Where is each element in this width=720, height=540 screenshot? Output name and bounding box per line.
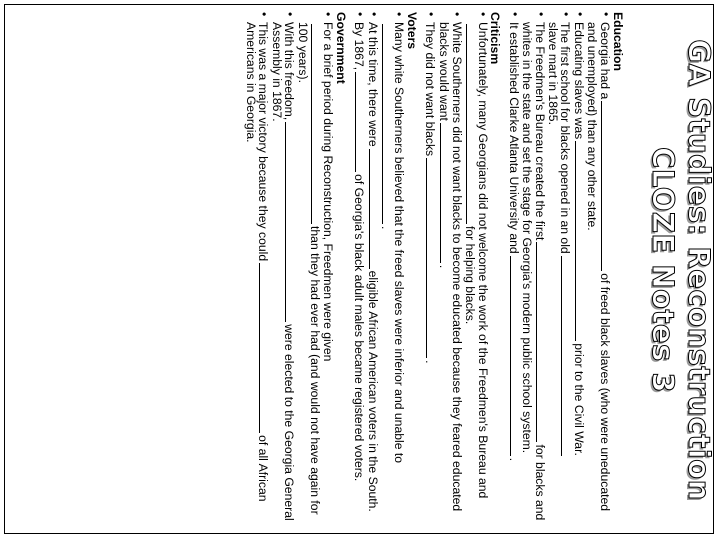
fill-blank[interactable] bbox=[561, 256, 572, 456]
bullet-text: than they had ever had (and would not have again for 100 years). bbox=[295, 22, 323, 515]
fill-blank[interactable] bbox=[259, 263, 270, 433]
bullet-text: It established Clarke Atlanta University and bbox=[506, 22, 521, 254]
list-item bbox=[521, 12, 547, 524]
bullet-text: With this freedom, bbox=[282, 22, 297, 121]
bullet-text: The first school for blacks opened in an old bbox=[558, 22, 573, 254]
bullet-text: for blacks and whites in the state and set the stage for Georgia's modern public school system. bbox=[520, 22, 547, 521]
fill-blank[interactable] bbox=[575, 141, 586, 341]
bullet-text: This was a major victory because they could bbox=[256, 22, 271, 262]
section-heading: Government bbox=[333, 12, 348, 84]
fill-blank[interactable] bbox=[536, 242, 547, 442]
list-item bbox=[586, 12, 612, 524]
bullet-text: eligible African American voters in the South. bbox=[365, 270, 380, 512]
notes-content bbox=[239, 12, 624, 524]
section-education bbox=[507, 12, 624, 524]
list-item bbox=[270, 12, 296, 524]
list-item bbox=[366, 12, 379, 524]
list-item bbox=[572, 12, 585, 524]
bullet-text: . bbox=[379, 226, 394, 230]
section-heading: Voters bbox=[404, 12, 419, 50]
bullet-text: . bbox=[506, 457, 521, 462]
list-item bbox=[296, 12, 334, 524]
list-item bbox=[547, 12, 573, 524]
bullet-text: By 1867, bbox=[352, 22, 367, 71]
bullet-text: The Freedmen's Bureau created the first bbox=[532, 22, 547, 241]
bullet-text: slave mart in 1865. bbox=[545, 22, 560, 125]
fill-blank[interactable] bbox=[466, 24, 477, 224]
title-line-2: CLOZE Notes 3 bbox=[646, 146, 680, 394]
list-item bbox=[463, 12, 489, 524]
fill-blank[interactable] bbox=[369, 149, 380, 269]
bullet-text: For a brief period during Reconstruction, Freedmen were given bbox=[321, 22, 336, 362]
list-item bbox=[380, 12, 406, 524]
section-government bbox=[245, 12, 347, 524]
title-line-1: GA Studies: Reconstruction bbox=[682, 39, 716, 501]
bullet-text: of Georgia's black adult males became registered voters. bbox=[352, 174, 367, 482]
bullet-text: were elected to the Georgia General Assembly in 1867. bbox=[269, 22, 297, 521]
section-voters bbox=[353, 12, 418, 524]
bullet-text: Unfortunately, many Georgians did not welcome the work of the Freedmen's Bureau and bbox=[475, 22, 490, 499]
fill-blank[interactable] bbox=[601, 101, 612, 271]
bullet-text: They did not want blacks bbox=[423, 22, 438, 157]
list-item bbox=[507, 12, 520, 524]
bullet-text: Georgia had a bbox=[597, 22, 612, 100]
list-item bbox=[245, 12, 271, 524]
fill-blank[interactable] bbox=[440, 123, 451, 263]
fill-blank[interactable] bbox=[426, 158, 437, 358]
bullet-text: . bbox=[423, 360, 438, 364]
list-item bbox=[353, 12, 366, 524]
bullet-text: Many white Southerners believed that the freed slaves were inferior and unable to bbox=[392, 22, 407, 464]
bullet-text: prior to the Civil War. bbox=[571, 343, 586, 456]
bullet-text: At this time, there were bbox=[365, 22, 380, 147]
bullet-text: White Southerners did not want blacks to become educated because they feared educated blacks would want bbox=[436, 22, 465, 512]
fill-blank[interactable] bbox=[355, 72, 366, 172]
fill-blank[interactable] bbox=[510, 256, 521, 456]
bullet-text: of freed black slaves (who were uneducated and unemployed) than any other state. bbox=[585, 22, 612, 512]
section-heading: Education bbox=[611, 12, 625, 71]
bullet-text: of all African Americans in Georgia. bbox=[244, 22, 271, 502]
bullet-text: . bbox=[436, 264, 451, 269]
bullet-text: for helping blacks. bbox=[462, 226, 477, 325]
list-item bbox=[424, 12, 437, 524]
list-item bbox=[437, 12, 463, 524]
fill-blank[interactable] bbox=[382, 24, 393, 224]
fill-blank[interactable] bbox=[311, 24, 322, 224]
section-criticism bbox=[424, 12, 501, 524]
bullet-text: Educating slaves was bbox=[571, 22, 586, 140]
section-heading: Criticism bbox=[488, 12, 503, 65]
fill-blank[interactable] bbox=[285, 122, 296, 322]
